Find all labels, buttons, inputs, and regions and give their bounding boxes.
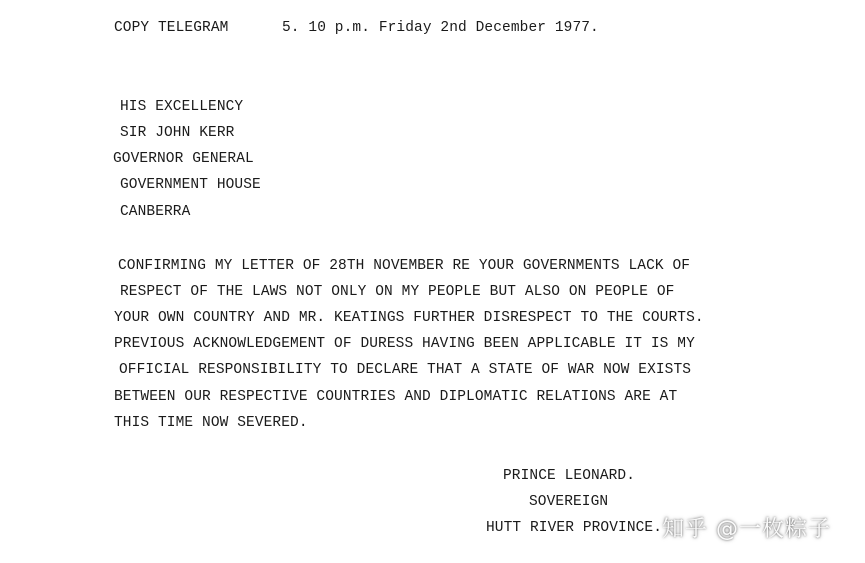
signature-name: PRINCE LEONARD. (503, 468, 636, 484)
body-line: RESPECT OF THE LAWS NOT ONLY ON MY PEOPLE BUT ALSO ON PEOPLE OF (120, 284, 675, 300)
body-line: CONFIRMING MY LETTER OF 28TH NOVEMBER RE YOUR GOVERNMENTS LACK OF (118, 258, 691, 274)
watermark: 知乎 @一枚粽子 (662, 517, 831, 542)
address-line: GOVERNOR GENERAL (113, 151, 254, 167)
document-datetime: 5. 10 p.m. Friday 2nd December 1977. (282, 20, 599, 36)
address-line: HIS EXCELLENCY (120, 99, 244, 115)
body-line: THIS TIME NOW SEVERED. (114, 415, 308, 431)
body-line: BETWEEN OUR RESPECTIVE COUNTRIES AND DIPLOMATIC RELATIONS ARE AT (114, 389, 678, 405)
signature-title: SOVEREIGN (529, 494, 609, 510)
body-line: PREVIOUS ACKNOWLEDGEMENT OF DURESS HAVING BEEN APPLICABLE IT IS MY (114, 336, 695, 352)
address-line: GOVERNMENT HOUSE (120, 177, 261, 193)
body-line: YOUR OWN COUNTRY AND MR. KEATINGS FURTHER DISRESPECT TO THE COURTS. (114, 310, 704, 326)
signature-place: HUTT RIVER PROVINCE. (486, 520, 663, 536)
address-line: CANBERRA (120, 204, 191, 220)
document-label: COPY TELEGRAM (114, 20, 229, 36)
body-line: OFFICIAL RESPONSIBILITY TO DECLARE THAT A STATE OF WAR NOW EXISTS (119, 362, 692, 378)
address-line: SIR JOHN KERR (120, 125, 235, 141)
